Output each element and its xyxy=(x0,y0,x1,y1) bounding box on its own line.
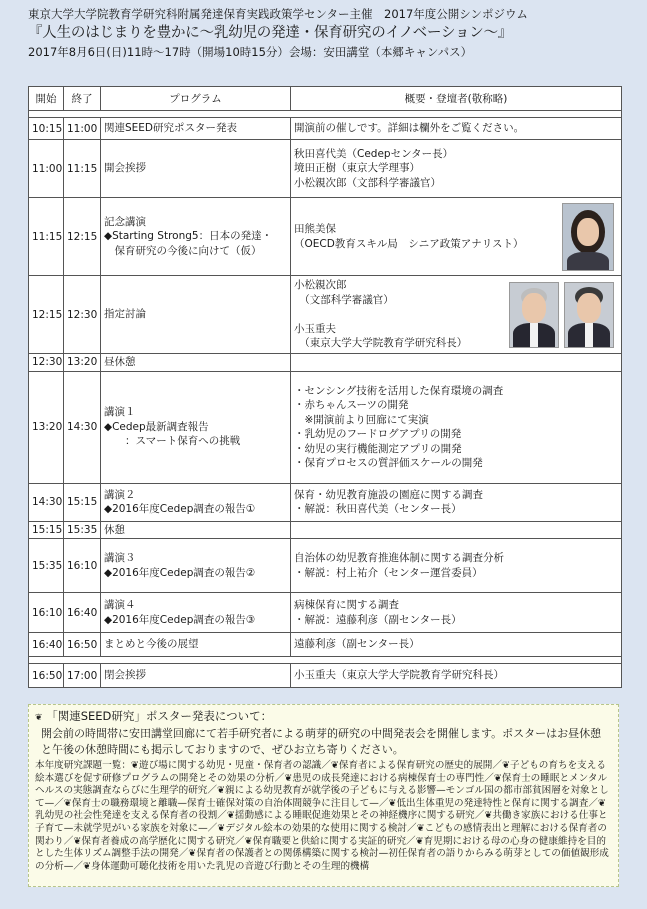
desc-cell: 病棟保育に関する調査 ・解説：遠藤利彦（副センター長） xyxy=(291,593,622,633)
table-row xyxy=(29,664,622,688)
table-row xyxy=(29,198,622,276)
date-venue-line: 2017年8月6日(日)11時〜17時（開場10時15分）会場：安田講堂（本郷キャンパス） xyxy=(28,45,473,59)
desc-cell: 小玉重夫（東京大学大学院教育学研究科長） xyxy=(291,664,622,688)
header-end: 終了 xyxy=(64,87,101,111)
desc-cell: 田熊美保 （OECD教育スキル局 シニア政策アナリスト） xyxy=(291,198,622,276)
start-time: 16:10 xyxy=(29,593,64,633)
program-table xyxy=(28,86,622,688)
end-time: 14:30 xyxy=(64,371,101,483)
desc-cell: 秋田喜代美（Cedepセンター長） 境田正樹（東京大学理事） 小松親次郎（文部科学審議官） xyxy=(291,140,622,198)
speaker-photo-komatsu xyxy=(509,282,559,348)
table-row xyxy=(29,521,622,539)
desc-cell: ・センシング技術を活用した保育環境の調査 ・赤ちゃんスーツの開発 ※開演前より回廊にて実演 ・乳幼児のフードログアプリの開発 ・幼児の実行機能測定アプリの開発 ・保育プロセスの質評価スケールの開発 xyxy=(291,371,622,483)
desc-cell xyxy=(291,354,622,372)
program-cell: 講演１ ◆Cedep最新調査報告 ：スマート保育への挑戦 xyxy=(101,371,291,483)
start-time: 15:15 xyxy=(29,521,64,539)
table-row xyxy=(29,483,622,521)
symposium-title: 『人生のはじまりを豊かに〜乳幼児の発達・保育研究のイノベーション〜』 xyxy=(28,25,513,41)
table-row xyxy=(29,276,622,354)
header-program: プログラム xyxy=(101,87,291,111)
program-cell: 講演４ ◆2016年度Cedep調査の報告③ xyxy=(101,593,291,633)
table-row xyxy=(29,633,622,657)
table-row xyxy=(29,371,622,483)
ribbon-icon: ❦ xyxy=(35,713,43,723)
speaker-photo-takuma xyxy=(562,203,614,271)
end-time: 13:20 xyxy=(64,354,101,372)
start-time: 11:00 xyxy=(29,140,64,198)
table-row xyxy=(29,539,622,593)
end-time: 11:00 xyxy=(64,118,101,140)
start-time: 16:50 xyxy=(29,664,64,688)
program-cell: 記念講演 ◆Starting Strong5：日本の発達・ 保育研究の今後に向けて（仮） xyxy=(101,198,291,276)
desc-cell: 小松親次郎 （文部科学審議官） 小玉重夫 （東京大学大学院教育学研究科長） xyxy=(291,276,622,354)
end-time: 16:50 xyxy=(64,633,101,657)
program-cell: 講演３ ◆2016年度Cedep調査の報告② xyxy=(101,539,291,593)
start-time: 13:20 xyxy=(29,371,64,483)
end-time: 15:15 xyxy=(64,483,101,521)
table-row xyxy=(29,593,622,633)
program-cell: 講演２ ◆2016年度Cedep調査の報告① xyxy=(101,483,291,521)
header-start: 開始 xyxy=(29,87,64,111)
program-cell: 指定討論 xyxy=(101,276,291,354)
table-header-row xyxy=(29,87,622,111)
program-cell: 閉会挨拶 xyxy=(101,664,291,688)
program-cell: 関連SEED研究ポスター発表 xyxy=(101,118,291,140)
program-cell: まとめと今後の展望 xyxy=(101,633,291,657)
end-time: 15:35 xyxy=(64,521,101,539)
organizer-line: 東京大学大学院教育学研究科附属発達保育実践政策学センター主催 2017年度公開シンポジウム xyxy=(28,7,528,21)
program-cell: 開会挨拶 xyxy=(101,140,291,198)
table-row xyxy=(29,140,622,198)
seed-heading: 「関連SEED研究」ポスター発表について： xyxy=(46,709,273,723)
header-desc: 概要・登壇者(敬称略) xyxy=(291,87,622,111)
start-time: 15:35 xyxy=(29,539,64,593)
end-time: 11:15 xyxy=(64,140,101,198)
start-time: 16:40 xyxy=(29,633,64,657)
header xyxy=(28,6,628,61)
desc-cell: 遠藤利彦（副センター長） xyxy=(291,633,622,657)
program-cell: 休憩 xyxy=(101,521,291,539)
desc-cell: 保育・幼児教育施設の園庭に関する調査 ・解説：秋田喜代美（センター長） xyxy=(291,483,622,521)
start-time: 14:30 xyxy=(29,483,64,521)
seed-heading-row xyxy=(35,708,612,726)
table-row xyxy=(29,118,622,140)
start-time: 11:15 xyxy=(29,198,64,276)
desc-cell xyxy=(291,521,622,539)
speaker-photo-kodama xyxy=(564,282,614,348)
end-time: 12:30 xyxy=(64,276,101,354)
desc-cell: 開演前の催しです。詳細は欄外をご覧ください。 xyxy=(291,118,622,140)
seed-poster-info-box xyxy=(28,704,619,887)
end-time: 16:10 xyxy=(64,539,101,593)
end-time: 12:15 xyxy=(64,198,101,276)
start-time: 10:15 xyxy=(29,118,64,140)
start-time: 12:15 xyxy=(29,276,64,354)
seed-topic-list: 本年度研究課題一覧：❦遊び場に関する幼児・児童・保育者の認識／❦保育者による保育研究の歴史的展開／❦子どもの育ちを支える絵本選びを促す研修プログラムの開発とその効果の分析／❦患児の成長発達における病棟保育士の専門性／❦保育士の睡眠とメンタルヘルスの実態調査ならびに生理学的研究／❦親による幼児教育が就学後の子どもに与える影響—モンゴル国の都市部貧困層を対象として—／❦保育士の職務環境と離職—保育士確保対策の自治体間競争に注目して—／❦低出生体重児の発達特性と保育に関する調査／❦乳幼児の社会性発達を支える保育者の役割／❦揺動感による睡眠促進効果とその神経機序に関する研究／❦共働き家族における仕事と子育て—未就学児がいる家族を対象に—／❦デジタル絵本の効果的な使用に関する検討／❦こどもの感情表出と理解における保育者の関わり／❦保育者養成の高学歴化に関する研究／❦保育職要と供給に関する実証的研究／❦育児期における母の心身の健康維持を目的とした生体リズム調整手法の開発／❦保育者の保護者との関係構築に関する検討—初任保育者の語りからみる萌芽としての価値観形成の分析—／❦身体運動可聴化技術を用いた乳児の音遊び行動とその生理的機構 xyxy=(35,760,609,872)
end-time: 17:00 xyxy=(64,664,101,688)
program-cell: 昼休憩 xyxy=(101,354,291,372)
start-time: 12:30 xyxy=(29,354,64,372)
seed-intro: 開会前の時間帯に安田講堂回廊にて若手研究者による萌芽的研究の中間発表会を開催します。ポスターはお昼休憩と午後の休憩時間にも掲示しておりますので、ぜひお立ち寄りください。 xyxy=(41,727,602,756)
end-time: 16:40 xyxy=(64,593,101,633)
table-row xyxy=(29,354,622,372)
desc-cell: 自治体の幼児教育推進体制に関する調査分析 ・解説：村上祐介（センター運営委員） xyxy=(291,539,622,593)
